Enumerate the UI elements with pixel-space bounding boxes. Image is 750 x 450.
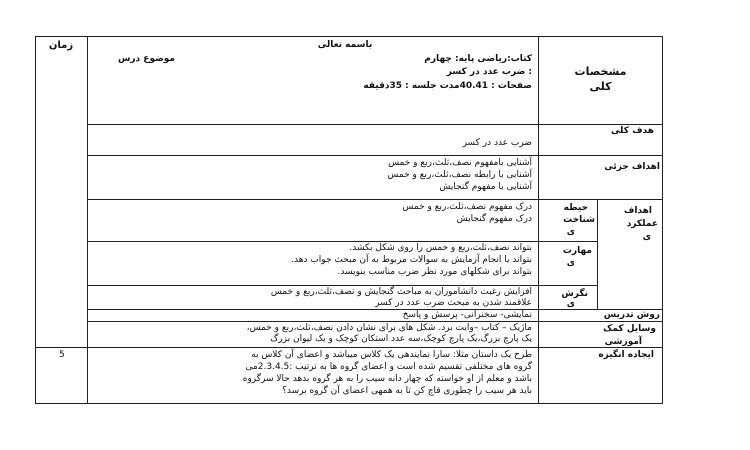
skill-domain-label-line: ی	[566, 258, 575, 268]
subject-label: موضوع درس	[117, 54, 175, 64]
table-border-bottom	[35, 403, 663, 404]
time-column-divider	[87, 36, 88, 404]
teaching-method-label: روش تدریس	[603, 310, 660, 320]
general-specs-line-2: کلی	[589, 80, 612, 93]
skill-goal-line: بتواند با انجام آزمایش به سوالات مربوط به آن مبحث جواب دهد.	[291, 255, 532, 265]
teaching-method-text: نمایشی- سخنرانی- پرسش و پاسخ	[402, 310, 532, 320]
subdomain-column-divider	[597, 199, 598, 309]
teaching-aids-line: ماژیک – کتاب –وایت برد. شکل های برای نشان دادن نصف،ثلث،ربع و خمس،	[246, 323, 532, 333]
row-divider	[87, 124, 662, 125]
teaching-aids-label-line: وسایل کمک	[603, 324, 656, 334]
motivation-line: باشد و معلم از او خواسته که چهار دانه سیب را به هر گروه بدهد حالا سرگروه	[242, 374, 532, 384]
cognitive-goal-line: درک مفهوم گنجایش	[456, 214, 532, 224]
partial-goal-line: آشنایی بامفهوم نصف،ثلث،ربع و خمس	[388, 158, 532, 168]
attitude-domain-label-line: ی	[566, 299, 575, 309]
performance-goals-label-line: اهداف	[623, 206, 652, 216]
performance-goals-label-line: ی	[642, 232, 651, 242]
row-divider	[35, 347, 662, 348]
motivation-line: طرح یک داستان مثلا: سارا نمایندهی یک کلاس میباشد و اعضای آن کلاس به	[251, 350, 532, 360]
general-goal-text: ضرب عدد در کسر	[462, 138, 532, 148]
motivation-time: 5	[59, 350, 65, 360]
table-border-right	[662, 36, 663, 404]
bismillah-heading: باسمه تعالی	[317, 40, 373, 50]
pages-duration: صفحات : 40.41مدت جلسه : 35دقیقه	[363, 81, 532, 91]
partial-goal-line: آشنایی با رابطه نصف،ثلث،ربع و خمس	[387, 170, 532, 180]
table-border-top	[35, 36, 663, 37]
cognitive-goal-line: درک مفهوم نصف،ثلث،ربع و خمس	[402, 202, 532, 212]
general-goal-label: هدف کلی	[610, 126, 654, 136]
performance-goals-label-line: عملکرد	[626, 219, 658, 229]
row-divider	[87, 199, 662, 200]
cognitive-domain-label-line: ی	[566, 227, 575, 237]
attitude-domain-label-line: نگرش	[561, 289, 588, 299]
time-column-header: زمان	[48, 40, 74, 51]
attitude-goal-line: علاقمند شدن به مبحث ضرب عدد در کسر	[375, 298, 532, 308]
general-specs-label	[539, 64, 662, 94]
row-divider	[87, 309, 662, 310]
motivation-line: گروه های مختلفی تقسیم شده است و اعضای گروه ها به ترتیب :2.3.4.5می	[245, 362, 532, 372]
partial-goals-label: اهداف جزئی	[604, 162, 660, 172]
cognitive-domain-label-line: شناخت	[563, 215, 595, 225]
row-divider	[87, 285, 597, 286]
lesson-title: : ضرب عدد در کسر	[446, 67, 532, 77]
teaching-aids-line: یک پارچ بزرگ،یک پارچ کوچک،سه عدد استکان کوچک و یک لیوان بزرگ	[270, 334, 532, 344]
motivation-label: ایجاده انگیزه	[598, 350, 654, 360]
partial-goal-line: آشنایی با مفهوم گنجایش	[439, 182, 532, 192]
attitude-goal-line: افزایش رغبت دانشاموزان به مباحث گنجایش و نصف،ثلث،ربع و خمس	[270, 287, 532, 297]
skill-domain-label-line: مهارت	[562, 246, 592, 256]
book-grade-line: کتاب:ریاضی پایه: چهارم	[424, 54, 532, 64]
teaching-aids-label-line: آموزشی	[604, 337, 642, 347]
row-divider	[87, 155, 662, 156]
cognitive-domain-label-line: حیطه	[563, 203, 588, 213]
motivation-line: باید هر سیب را چطوری قاچ کن تا به همهی اعضای آن گروه برسد؟	[282, 386, 532, 396]
table-border-left	[35, 36, 36, 404]
row-divider	[87, 321, 662, 322]
skill-goal-line: بتواند نصف،ثلث،ربع و خمس را روی شکل بکشد.	[349, 243, 532, 253]
row-divider	[87, 241, 597, 242]
general-specs-line-1: مشخصات	[574, 65, 627, 78]
skill-goal-line: بتواند برای شکلهای مورد نظر ضرب مناسب بنویسد.	[337, 267, 532, 277]
